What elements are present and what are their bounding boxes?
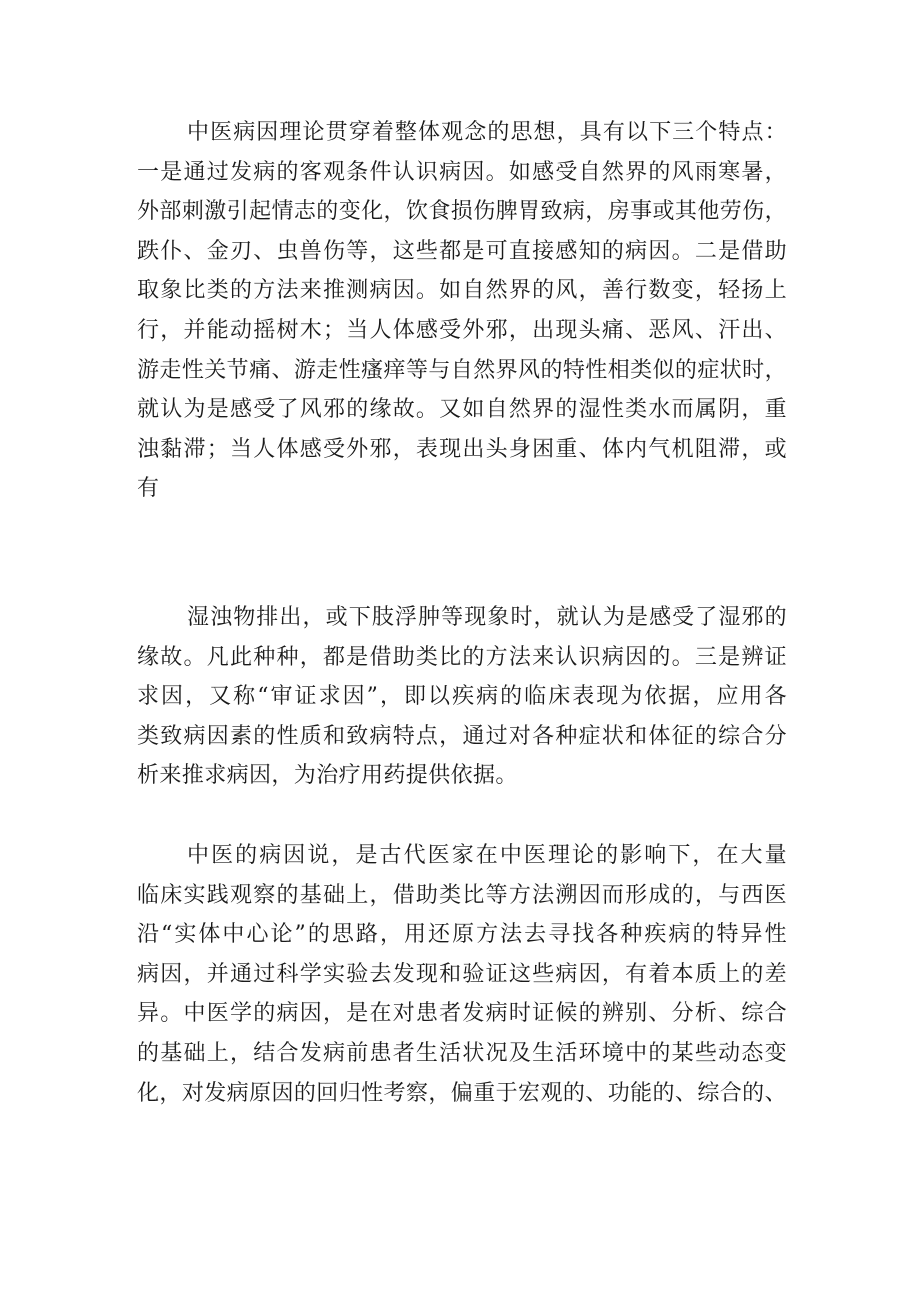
text-line: 病因，并通过科学实验去发现和验证这些病因，有着本质上的差 [137,961,787,987]
text-line: 中医的病因说，是古代医家在中医理论的影响下，在大量 [187,843,787,868]
text-line: 就认为是感受了风邪的缘故。又如自然界的湿性类水而属阴，重 [137,397,787,423]
text-line: 缘故。凡此种种，都是借助类比的方法来认识病因的。三是辨证 [137,644,787,670]
text-line: 取象比类的方法来推测病因。如自然界的风，善行数变，轻扬上 [137,278,787,304]
text-line: 析来推求病因，为治疗用药提供依据。 [137,763,518,789]
text-line: 一是通过发病的客观条件认识病因。如感受自然界的风雨寒暑， [137,159,787,185]
text-line: 的基础上，结合发病前患者生活状况及生活环境中的某些动态变 [137,1040,787,1066]
text-line: 类致病因素的性质和致病特点，通过对各种症状和体征的综合分 [137,723,787,749]
paragraph-analogy-continuation [137,598,787,796]
text-line: 行，并能动摇树木；当人体感受外邪，出现头痛、恶风、汗出、 [137,317,787,343]
text-line: 沿“实体中心论”的思路，用还原方法去寻找各种疾病的特异性 [137,922,787,948]
text-line: 中医病因理论贯穿着整体观念的思想，具有以下三个特点： [187,120,787,145]
text-line: 异。中医学的病因，是在对患者发病时证候的辨别、分析、综合 [137,1001,787,1027]
paragraph-etiology-comparison [137,836,787,1113]
text-line: 湿浊物排出，或下肢浮肿等现象时，就认为是感受了湿邪的 [187,605,787,630]
text-line: 求因，又称“审证求因”，即以疾病的临床表现为依据，应用各 [137,684,787,710]
text-line: 临床实践观察的基础上，借助类比等方法溯因而形成的，与西医 [137,882,787,908]
text-line: 化，对发病原因的回归性考察，偏重于宏观的、功能的、综合的、 [137,1080,787,1106]
text-line: 有 [137,476,160,502]
text-line: 外部刺激引起情志的变化，饮食损伤脾胃致病，房事或其他劳伤， [137,199,787,225]
paragraph-etiology-features [137,113,787,509]
text-line: 跌仆、金刃、虫兽伤等，这些都是可直接感知的病因。二是借助 [137,238,787,264]
text-line: 浊黏滞；当人体感受外邪，表现出头身困重、体内气机阻滞，或 [137,436,787,462]
text-line: 游走性关节痛、游走性瘙痒等与自然界风的特性相类似的症状时， [137,357,787,383]
